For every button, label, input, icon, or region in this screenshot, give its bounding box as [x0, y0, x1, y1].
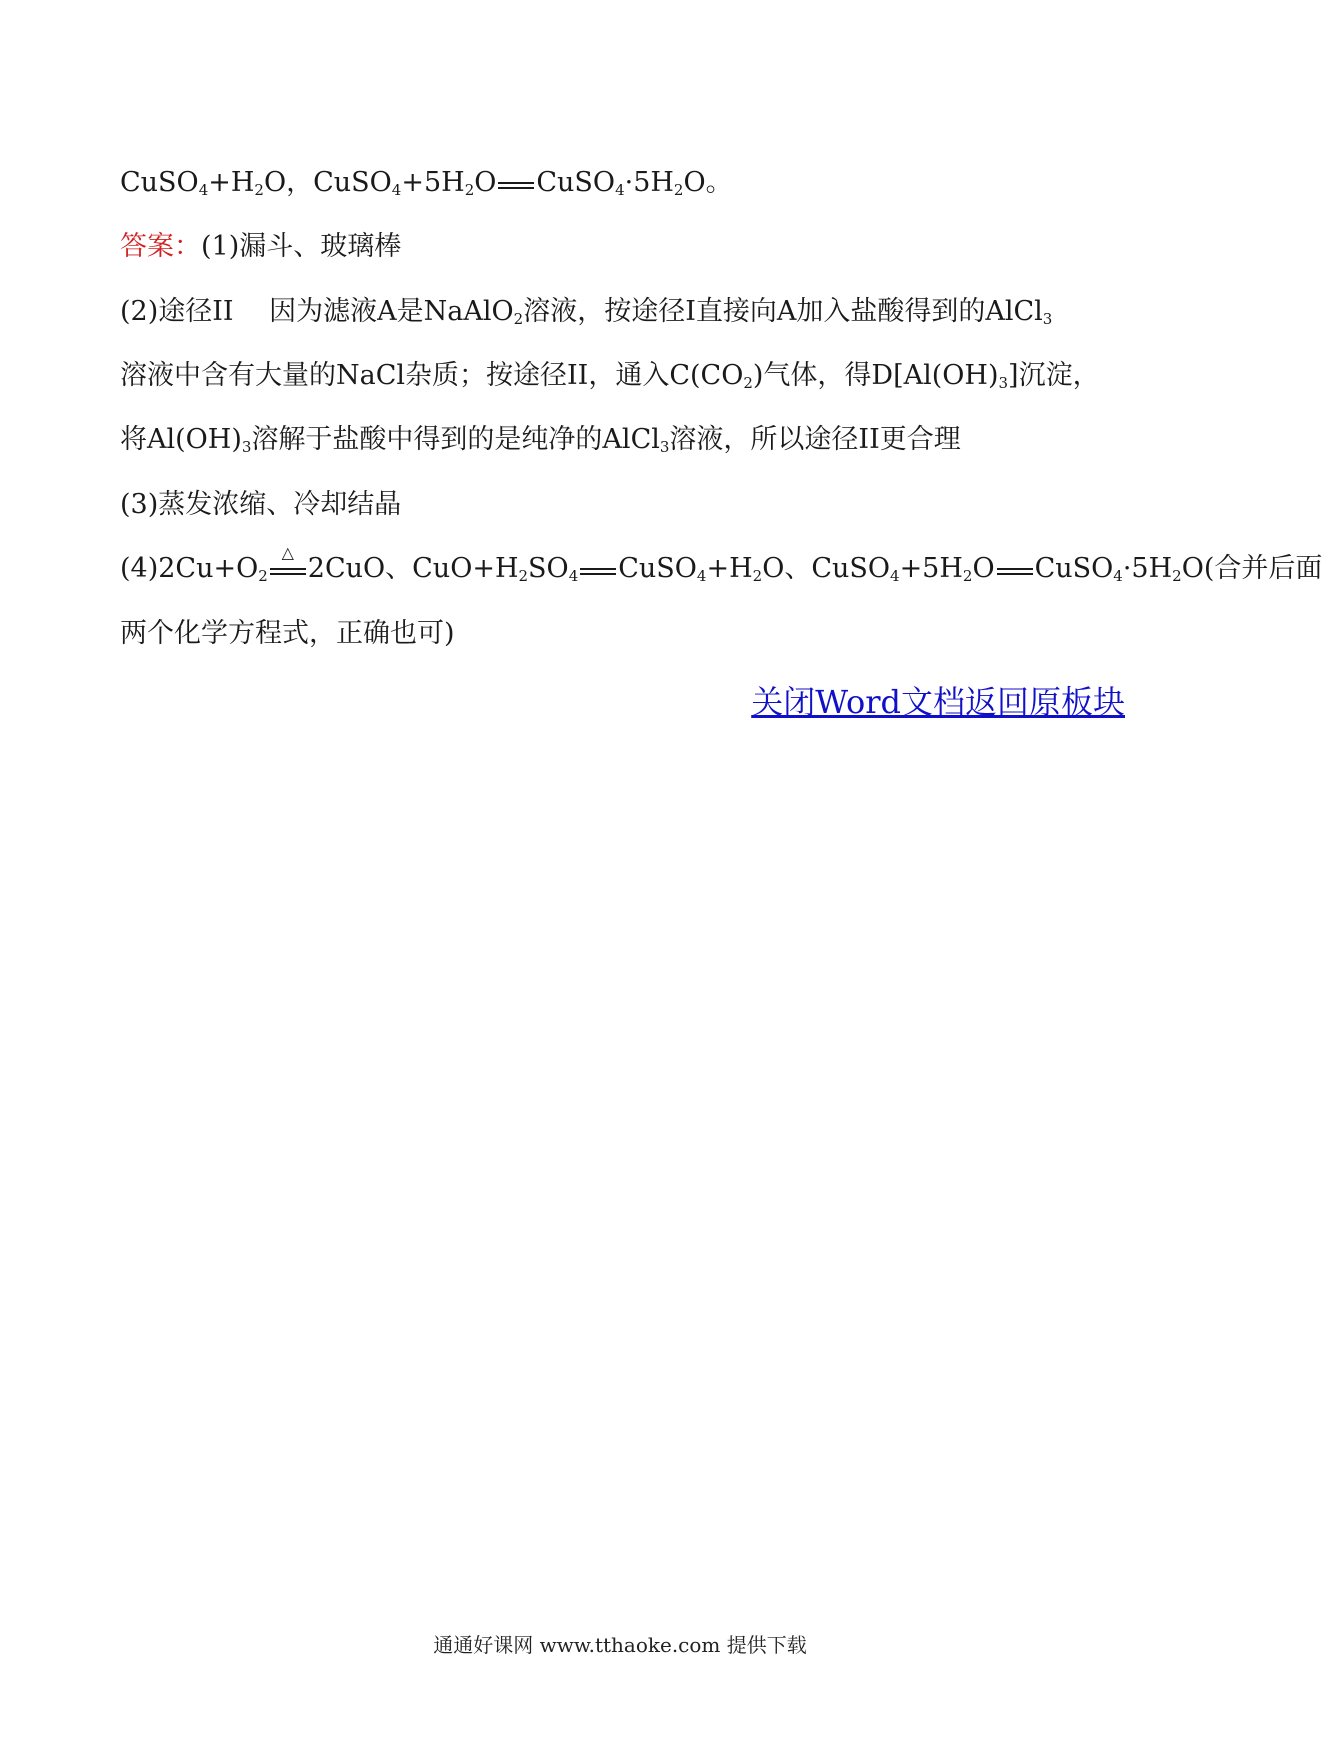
equation-line-1: $CuSO_4+H_2O$，$CuSO_4+5H_2O$ $CuSO_4\cdot 5H_2O$。	[120, 167, 733, 199]
answer-label: 答案：	[120, 231, 201, 262]
heat-equals-sign	[268, 543, 308, 579]
answer-line-2: (2)途径II 因为滤液A是NaAlO$_2$溶液，按途径Ⅰ直接向A加入盐酸得到的AlCl$_3$	[120, 296, 1053, 328]
answer-line-5: (3)蒸发浓缩、冷却结晶	[120, 489, 402, 520]
answer-line-1: 答案：(1)漏斗、玻璃棒	[120, 231, 402, 262]
equals-sign	[995, 557, 1035, 579]
answer-line-4: 将$Al(OH)_3$溶解于盐酸中得到的是纯净的AlCl$_3$溶液，所以途径II更合理	[120, 424, 961, 456]
heat-triangle-icon: △	[281, 543, 294, 562]
answer-line-6: $(4)2Cu+O_2$ △ 2CuO、$CuO+H_2SO_4$ $CuSO_4+H_2O$、$CuSO_4+5H_2O$ $CuSO_4\cdot 5H_2O$(合并后面	[120, 543, 1322, 585]
close-word-return-link[interactable]: 关闭Word文档返回原板块	[751, 683, 1125, 721]
equals-sign	[496, 171, 536, 193]
answer-line-7: 两个化学方程式，正确也可)	[120, 618, 455, 649]
footer-text: 通通好课网 www.tthaoke.com 提供下载	[433, 1633, 807, 1657]
equals-sign	[578, 557, 618, 579]
answer-line-3: 溶液中含有大量的NaCl杂质；按途径II，通入$C(CO_2)$气体，得$D[Al(OH)_3]$沉淀，	[120, 360, 1100, 392]
